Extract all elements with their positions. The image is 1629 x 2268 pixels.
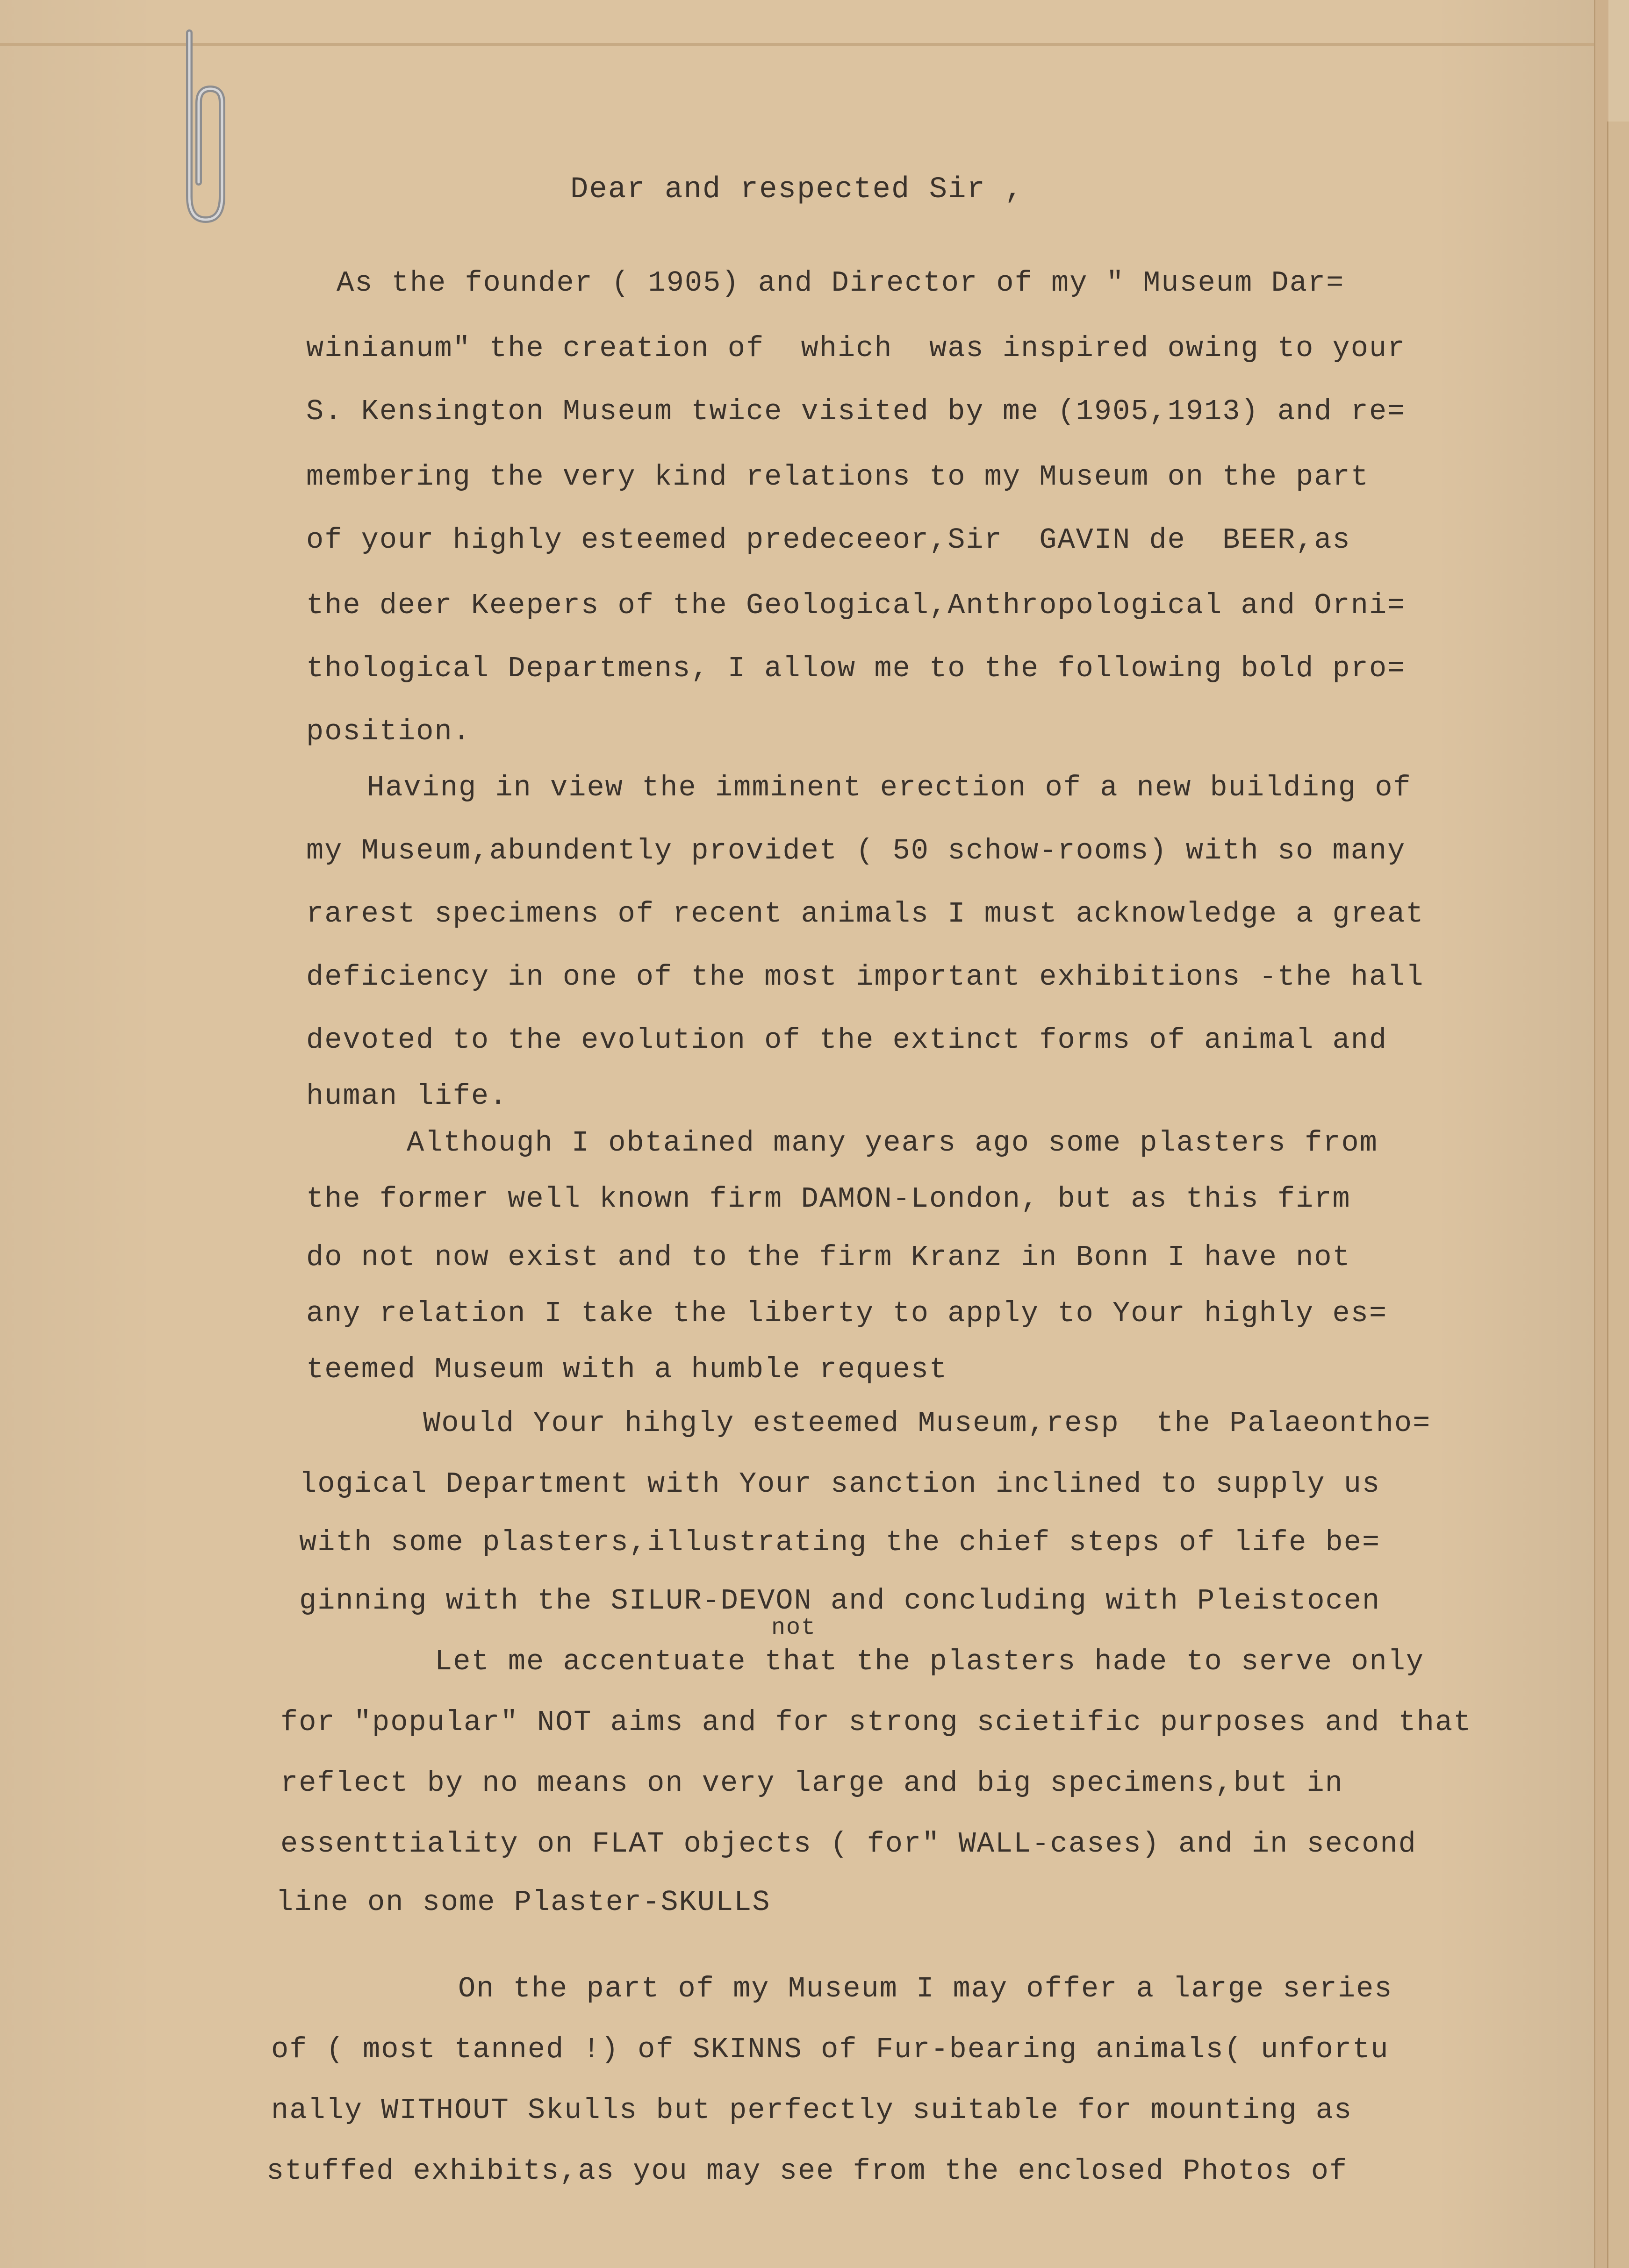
letter-line: devoted to the evolution of the extinct forms of animal and (306, 1023, 1388, 1057)
letter-line: my Museum,abundently providet ( 50 schow-rooms) with so many (306, 834, 1406, 867)
letter-line: winianum" the creation of which was inspired owing to your (306, 332, 1406, 365)
letter-line: Although I obtained many years ago some plasters from (407, 1126, 1378, 1159)
letter-line: S. Kensington Museum twice visited by me (1905,1913) and re= (306, 395, 1406, 428)
letter-line: rarest specimens of recent animals I must acknowledge a great (306, 897, 1424, 930)
interlinear-insertion: not (771, 1615, 817, 1641)
letter-line: the former well known firm DAMON-London, but as this firm (306, 1182, 1351, 1216)
letter-line: do not now exist and to the firm Kranz in Bonn I have not (306, 1241, 1351, 1274)
letter-line: position. (306, 715, 471, 748)
letter-line: Would Your hihgly esteemed Museum,resp the Palaeontho= (423, 1407, 1431, 1440)
letter-line: logical Department with Your sanction inclined to supply us (299, 1467, 1381, 1501)
page-top-edge (0, 43, 1594, 46)
letter-line: teemed Museum with a humble request (306, 1353, 948, 1386)
letter-line: essenttiality on FLAT objects ( for" WALL-cases) and in second (280, 1827, 1417, 1860)
salutation: Dear and respected Sir , (570, 173, 1024, 207)
letter-line: with some plasters,illustrating the chief steps of life be= (299, 1526, 1381, 1559)
letter-line: for "popular" NOT aims and for strong scietific purposes and that (280, 1706, 1472, 1739)
stacked-page-edge (1594, 0, 1608, 2268)
letter-line: ginning with the SILUR-DEVON and concluding with Pleistocen (299, 1584, 1381, 1617)
letter-line: Having in view the imminent erection of a new building of (367, 771, 1412, 804)
letter-line: of your highly esteemed predeceeor,Sir GAVIN de BEER,as (306, 523, 1351, 557)
letter-line: nally WITHOUT Skulls but perfectly suitable for mounting as (271, 2094, 1353, 2127)
letter-line: any relation I take the liberty to apply to Your highly es= (306, 1297, 1388, 1330)
letter-line: line on some Plaster-SKULLS (276, 1886, 771, 1919)
letter-line: human life. (306, 1080, 508, 1113)
letter-line: the deer Keepers of the Geological,Anthropological and Orni= (306, 589, 1406, 622)
letter-line: deficiency in one of the most important exhibitions -the hall (306, 960, 1424, 994)
letter-line: On the part of my Museum I may offer a large series (458, 1972, 1393, 2005)
letter-line: of ( most tanned !) of SKINNS of Fur-bearing animals( unfortu (271, 2033, 1389, 2066)
stacked-page-edge-back (1607, 122, 1629, 2268)
letter-line: Let me accentuate that the plasters hade to serve only (435, 1645, 1425, 1678)
letter-line: reflect by no means on very large and big specimens,but in (280, 1767, 1343, 1800)
letter-line: As the founder ( 1905) and Director of my " Museum Dar= (337, 266, 1345, 300)
paperclip-icon (140, 28, 234, 224)
letter-line: membering the very kind relations to my Museum on the part (306, 460, 1369, 494)
letter-line: thological Departmens, I allow me to the following bold pro= (306, 652, 1406, 685)
letter-line: stuffed exhibits,as you may see from the enclosed Photos of (266, 2154, 1348, 2188)
